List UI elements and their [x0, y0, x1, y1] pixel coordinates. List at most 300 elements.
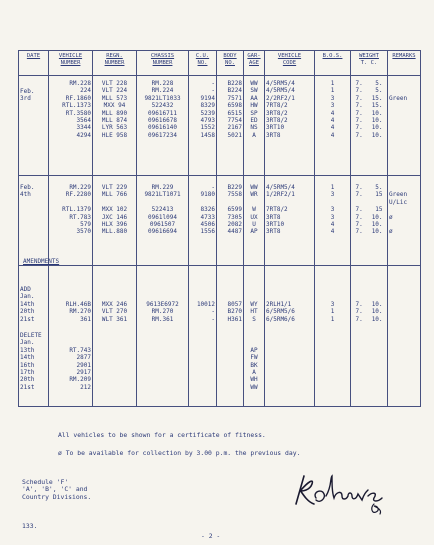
line-item: Country Divisions. — [22, 492, 92, 501]
line-item: VLT 270 — [101, 308, 128, 316]
line-item: 7. — [355, 184, 363, 191]
line-item: 212 — [80, 383, 91, 391]
cell-garage — [244, 176, 265, 266]
header-weight: WEIGHT T. C. — [351, 51, 388, 76]
cell-amend-regn — [93, 266, 137, 407]
line-item — [389, 87, 419, 94]
line-item — [389, 110, 419, 117]
cell-amend-code — [265, 266, 315, 407]
line-item: U/Lic — [389, 198, 408, 206]
line-item — [316, 199, 349, 206]
line-item: RM.228 — [151, 80, 174, 87]
line-item: 5. — [375, 184, 383, 191]
line-item: 7305 — [227, 213, 242, 221]
line-item: 7. — [355, 300, 363, 308]
line-item: MLL 874 — [101, 116, 128, 124]
line-item: 15 — [375, 206, 383, 214]
line-item: 5239 — [200, 109, 215, 117]
cell-amend-remarks — [388, 266, 421, 407]
line-item: Green — [389, 94, 408, 102]
line-item: RLH.46B — [65, 300, 91, 308]
line-item: 2877 — [76, 354, 91, 362]
add-regn — [94, 301, 135, 323]
line-item: 7. — [355, 315, 363, 323]
section-amendments — [19, 266, 421, 407]
header-body-no: BODY NO. — [217, 51, 244, 76]
line-item — [389, 102, 419, 109]
line-item — [355, 199, 362, 206]
cell-amend-garage — [244, 266, 265, 407]
line-item: 7. — [355, 94, 363, 102]
cell-weight — [351, 176, 388, 266]
cell-amend-dates — [19, 266, 49, 407]
cell-cu — [189, 76, 217, 176]
line-item: 7. — [355, 109, 363, 117]
add-chassis — [138, 301, 187, 323]
line-item: Feb. — [20, 184, 35, 191]
line-item: 2/2RF2/1 — [266, 94, 295, 102]
line-item: RM.228 — [69, 80, 91, 87]
line-item: 8057 — [227, 300, 242, 308]
line-item — [138, 199, 187, 206]
line-item: 09616711 — [148, 109, 177, 117]
line-item: 10. — [371, 308, 383, 316]
line-item: 7571 — [227, 94, 242, 102]
line-item: 1 — [330, 308, 335, 316]
line-item: RM.270 — [69, 308, 91, 316]
line-item: 3 — [330, 206, 335, 214]
line-item — [266, 199, 313, 206]
line-item: 2167 — [227, 124, 242, 132]
cell-amend-bos — [315, 266, 351, 407]
header-regn-number: REGN. NUMBER — [93, 51, 137, 76]
line-item: H361 — [227, 315, 242, 323]
line-item: WLT 361 — [101, 315, 128, 323]
add-code — [266, 301, 313, 323]
cell-amend-vehicle — [49, 266, 93, 407]
line-item: SW — [250, 87, 258, 95]
header-bos: B.O.S. — [315, 51, 351, 76]
line-item: Jan. — [20, 339, 35, 347]
line-item: 7. — [355, 220, 363, 228]
cell-date — [19, 76, 49, 176]
line-item: Green — [389, 191, 408, 199]
line-item: RM.361 — [151, 315, 174, 323]
line-item: RM.209 — [69, 376, 91, 384]
line-item: AP — [250, 228, 258, 236]
line-item: 13th — [20, 346, 35, 354]
line-item: 7RT8/2 — [266, 206, 288, 214]
line-item: 9613E6972 — [146, 300, 179, 308]
line-item: 7. — [355, 206, 363, 214]
delete-garage — [245, 347, 263, 391]
page-number: - 2 - — [201, 532, 221, 540]
line-item — [389, 206, 419, 213]
line-item: 4506 — [200, 220, 215, 228]
header-date: DATE — [19, 51, 49, 76]
line-item: 15 — [375, 191, 383, 199]
line-item — [389, 80, 419, 87]
add-bos — [316, 301, 349, 323]
line-item: 3RT8/2 — [266, 116, 288, 124]
line-item: MLL 766 — [101, 191, 128, 199]
cell-regn — [93, 176, 137, 266]
line-item: 4/5RM5/4 — [266, 80, 295, 87]
line-item: WY — [250, 300, 258, 308]
line-item: 1458 — [200, 131, 215, 139]
line-item: Feb. — [20, 88, 35, 95]
line-item: 4 — [330, 124, 335, 132]
line-item: RM.224 — [151, 87, 174, 95]
line-item: JXC 146 — [101, 213, 128, 221]
line-item: - — [211, 184, 215, 191]
cell-bos — [315, 76, 351, 176]
line-item: 14th — [20, 300, 35, 308]
cell-body — [217, 76, 244, 176]
line-item: 3 — [330, 300, 335, 308]
line-item: 4733 — [200, 213, 215, 221]
line-item: 1556 — [200, 228, 215, 236]
vehicle-schedule-table — [18, 50, 421, 407]
cell-amend-cu — [189, 266, 217, 407]
page-ref: 133. — [22, 522, 38, 530]
line-item: 1 — [330, 87, 335, 95]
line-item: 20th — [20, 376, 35, 384]
line-item: RM.270 — [151, 308, 174, 316]
line-item: MLL.880 — [101, 228, 128, 236]
line-item: 7. — [355, 80, 363, 87]
line-item: 10. — [371, 213, 383, 221]
weight-t — [355, 184, 362, 236]
header-cu-no: C.U. NO. — [189, 51, 217, 76]
line-item: RT.783 — [69, 213, 91, 221]
line-item: 3RT8 — [266, 228, 281, 236]
line-item: 4/5RM5/4 — [266, 87, 295, 95]
line-item: ø — [389, 213, 393, 221]
cell-weight — [351, 76, 388, 176]
line-item: 3 — [330, 191, 335, 199]
line-item: ADD — [20, 286, 31, 293]
section-feb-3 — [19, 76, 421, 176]
line-item: 522413 — [151, 206, 174, 214]
line-item — [245, 199, 263, 206]
cell-garage — [244, 76, 265, 176]
line-item: MXX 94 — [103, 102, 126, 110]
line-item: Schedule 'F' — [22, 478, 69, 486]
line-item: - — [211, 315, 215, 323]
line-item — [218, 199, 242, 206]
add-label — [20, 286, 47, 301]
line-item: 3RT8/2 — [266, 109, 288, 117]
line-item: 1 — [330, 184, 335, 191]
cell-cu — [189, 176, 217, 266]
line-item: 3344 — [76, 124, 91, 132]
line-item — [389, 117, 419, 124]
cell-date — [19, 176, 49, 266]
line-item: RF.2280 — [65, 191, 91, 199]
line-item — [389, 124, 419, 131]
line-item: 0961l094 — [148, 213, 177, 221]
line-item: HT — [250, 308, 258, 316]
line-item: 6599 — [227, 206, 242, 214]
line-item: 7. — [355, 102, 363, 110]
line-item: RTL.1373 — [62, 102, 91, 110]
line-item: W — [252, 206, 256, 214]
line-item — [50, 199, 91, 206]
line-item: 2917 — [76, 368, 91, 376]
line-item: 4793 — [200, 116, 215, 124]
line-item: - — [211, 87, 215, 95]
weight-c — [372, 184, 383, 236]
line-item: 10012 — [196, 300, 215, 308]
header-chassis-number: CHASSIS NUMBER — [137, 51, 189, 76]
line-item: 5. — [375, 80, 383, 87]
line-item: HW — [250, 102, 258, 110]
line-item: VLT 228 — [101, 80, 128, 87]
add-cu — [190, 301, 215, 323]
line-item — [389, 221, 419, 228]
cell-amend-weight — [351, 266, 388, 407]
section-feb-4 — [19, 176, 421, 266]
cell-code — [265, 76, 315, 176]
line-item: S — [252, 315, 256, 323]
line-item — [389, 132, 419, 139]
line-item: 3RT8 — [266, 213, 281, 221]
line-item: 4th — [20, 191, 31, 199]
line-item: 9180 — [200, 191, 215, 199]
line-item: 8326 — [200, 206, 215, 214]
line-item: 7558 — [227, 191, 242, 199]
line-item: WW — [250, 184, 258, 191]
line-item: 3 — [330, 102, 335, 110]
line-item: ø — [389, 228, 393, 236]
cell-amend-body — [217, 266, 244, 407]
line-item: 20th — [20, 308, 35, 316]
line-item: 7. — [355, 131, 363, 139]
amendments-heading: AMENDMENTS — [23, 258, 60, 265]
line-item: 4/5RM5/4 — [266, 184, 295, 191]
delete-label — [20, 332, 47, 347]
line-item: HLX 396 — [101, 220, 128, 228]
line-item: WW — [250, 383, 258, 391]
line-item: VLT 229 — [101, 184, 128, 191]
line-item: 6/5RM6/6 — [266, 315, 295, 323]
line-item: DELETE — [20, 331, 42, 339]
line-item: Jan. — [20, 293, 35, 301]
weight-c — [372, 80, 383, 139]
add-dates — [20, 301, 47, 323]
line-item: 7. — [355, 87, 363, 95]
schedule-note — [22, 478, 91, 500]
line-item: 0961507 — [149, 220, 176, 228]
line-item: 4 — [330, 228, 335, 236]
line-item: 522432 — [151, 102, 174, 110]
weight-t — [355, 80, 362, 139]
line-item: 5. — [375, 87, 383, 95]
line-item: 10. — [371, 220, 383, 228]
delete-vehicle — [50, 347, 91, 391]
line-item: U — [252, 220, 256, 228]
line-item: 3564 — [76, 116, 91, 124]
header-vehicle-number: VEHICLE NUMBER — [49, 51, 93, 76]
line-item: B224 — [227, 87, 242, 95]
cell-code — [265, 176, 315, 266]
add-weight-t — [355, 301, 362, 323]
line-item — [372, 199, 383, 206]
line-item: RT.743 — [69, 346, 91, 354]
line-item: A — [252, 368, 256, 376]
line-item: 09616678 — [148, 116, 177, 124]
line-item: - — [211, 80, 215, 87]
line-item: 3 — [330, 213, 335, 221]
add-body — [218, 301, 242, 323]
line-item: 8329 — [200, 102, 215, 110]
line-item: 15. — [371, 102, 383, 110]
signature-icon — [288, 470, 388, 516]
line-item: 16th — [20, 361, 35, 369]
line-item: 4 — [330, 109, 335, 117]
line-item: 9821LT1071 — [144, 191, 181, 199]
line-item: 10. — [371, 124, 383, 132]
cell-regn — [93, 76, 137, 176]
line-item: 3rd — [20, 95, 31, 103]
header-garage: GAR- AGE — [244, 51, 265, 76]
line-item: 10. — [371, 131, 383, 139]
fitness-note: All vehicles to be shown for a certificate of fitness. — [58, 431, 266, 439]
line-item: 7754 — [227, 116, 242, 124]
line-item: AA — [250, 94, 258, 102]
line-item: WR — [250, 191, 258, 199]
line-item: 4 — [330, 116, 335, 124]
line-item: 7RT8/2 — [266, 102, 288, 110]
line-item: 2082 — [227, 220, 242, 228]
table-header-row — [19, 51, 421, 76]
line-item: 7. — [355, 308, 363, 316]
line-item: 14th — [20, 354, 35, 362]
line-item — [190, 199, 215, 206]
add-garage — [245, 301, 263, 323]
header-remarks: REMARKS — [388, 51, 421, 76]
line-item: RTL.1379 — [62, 206, 91, 214]
line-item: SP — [250, 109, 258, 117]
line-item: 10. — [371, 228, 383, 236]
line-item: BK — [250, 361, 258, 369]
line-item: 7. — [355, 228, 363, 236]
line-item: B229 — [227, 184, 242, 191]
line-item: 09616694 — [148, 228, 177, 236]
line-item: 17th — [20, 368, 35, 376]
line-item: HLE 958 — [101, 131, 128, 139]
cell-bos — [315, 176, 351, 266]
line-item: 9194 — [200, 94, 215, 102]
line-item: RF.1860 — [65, 94, 91, 102]
collection-note: ø To be available for collection by 3.00 p.m. the previous day. — [58, 449, 301, 457]
line-item: 5021 — [227, 131, 242, 139]
line-item: A — [252, 131, 256, 139]
cell-vehicle — [49, 76, 93, 176]
line-item: 224 — [80, 87, 91, 95]
line-item: B228 — [227, 80, 242, 87]
line-item: FW — [250, 354, 258, 362]
line-item: RM.229 — [69, 184, 91, 191]
line-item: VLT 224 — [101, 87, 128, 95]
line-item: 6598 — [227, 102, 242, 110]
cell-body — [217, 176, 244, 266]
line-item: 'A', 'B', 'C' and — [22, 485, 88, 494]
line-item: 1 — [330, 80, 335, 87]
cell-chassis — [137, 76, 189, 176]
cell-remarks — [388, 76, 421, 176]
line-item: 4 — [330, 131, 335, 139]
line-item: 2RLH1/1 — [266, 300, 292, 308]
line-item: UX — [250, 213, 258, 221]
line-item: 7. — [355, 191, 363, 199]
line-item: 6/5RM5/6 — [266, 308, 295, 316]
cell-remarks — [388, 176, 421, 266]
line-item: LYR 563 — [101, 124, 128, 132]
line-item: 4 — [330, 220, 335, 228]
line-item: 3570 — [76, 228, 91, 236]
add-vehicle — [50, 301, 91, 323]
line-item: ED — [250, 116, 258, 124]
line-item: 9821LT1033 — [144, 94, 181, 102]
line-item: 09617234 — [148, 131, 177, 139]
line-item: RM.229 — [151, 184, 174, 191]
line-item: 7. — [355, 124, 363, 132]
line-item: 21st — [20, 315, 35, 323]
line-item — [94, 199, 135, 206]
cell-vehicle — [49, 176, 93, 266]
line-item: AP — [250, 346, 258, 354]
line-item: 7. — [355, 213, 363, 221]
line-item: 579 — [80, 220, 91, 228]
delete-dates — [20, 347, 47, 391]
line-item: 09616140 — [148, 124, 177, 132]
line-item: 3 — [330, 94, 335, 102]
cell-amend-chassis — [137, 266, 189, 407]
cell-chassis — [137, 176, 189, 266]
line-item: WW — [250, 80, 258, 87]
line-item: 21st — [20, 383, 35, 391]
line-item: 7. — [355, 116, 363, 124]
line-item: 15. — [371, 94, 383, 102]
line-item: 1552 — [200, 124, 215, 132]
line-item: MLL 890 — [101, 109, 128, 117]
line-item: 3RT10 — [266, 220, 285, 228]
line-item: WH — [250, 376, 258, 384]
line-item: 6515 — [227, 109, 242, 117]
line-item: 1 — [330, 315, 335, 323]
line-item: - — [211, 308, 215, 316]
line-item: MXX 102 — [101, 206, 128, 214]
line-item: 3RT10 — [266, 124, 285, 132]
line-item: RT.3580 — [65, 109, 91, 117]
line-item — [389, 184, 419, 191]
line-item: 10. — [371, 109, 383, 117]
line-item: 4487 — [227, 228, 242, 236]
line-item: 10. — [371, 116, 383, 124]
add-weight-c — [372, 301, 383, 323]
line-item: 3RT8 — [266, 131, 281, 139]
line-item: B270 — [227, 308, 242, 316]
line-item: 10. — [371, 315, 383, 323]
line-item: 2901 — [76, 361, 91, 369]
line-item: MXX 246 — [101, 300, 128, 308]
line-item: MLL 573 — [101, 94, 128, 102]
header-vehicle-code: VEHICLE CODE — [265, 51, 315, 76]
line-item: NS — [250, 124, 258, 132]
line-item: 10. — [371, 300, 383, 308]
